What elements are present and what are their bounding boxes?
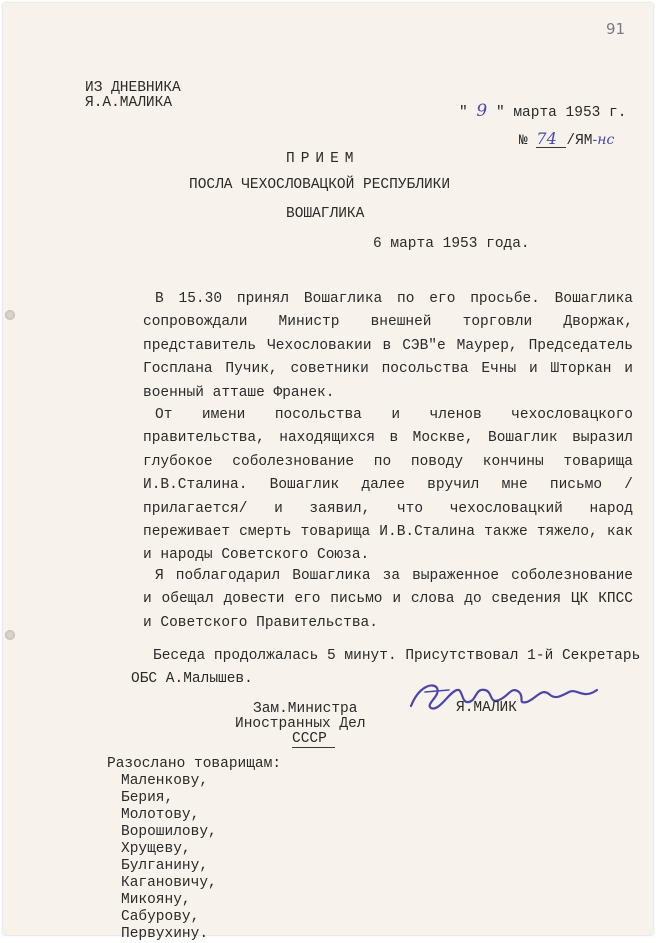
recipient: Молотову, [121, 807, 200, 823]
paragraph-1: В 15.30 принял Вошаглика по его просьбе. Вошаглика сопровождали Министр внешней торговли Дворжак, представитель Чехословакии в СЭВ"е Маурер, Председатель Госплана Пучик, советники посольства Ечны и Шторкан и военный атташе Франек. [143, 291, 633, 401]
recipient: Берия, [121, 790, 174, 806]
recipient: Хрущеву, [121, 841, 191, 857]
registry-suffix-handwritten: -нс [592, 132, 615, 148]
meeting-date: 6 марта 1953 года. [373, 236, 530, 252]
paragraph-4-line1: Беседа продолжалась 5 минут. Присутствовал 1-й Секретарь [153, 648, 641, 664]
paragraph-4-line2: ОБС А.Малышев. [131, 671, 253, 687]
distribution-heading: Разослано товарищам: [107, 756, 282, 772]
title-line3: ВОШАГЛИКА [286, 206, 365, 222]
paragraph-3: Я поблагодарил Вошаглика за выраженное соболезнование и обещал довести его письмо и слова до сведения ЦК КПСС и Советского Правительства. [143, 568, 633, 631]
document-date [459, 103, 626, 121]
punch-hole [5, 310, 15, 320]
title-line1: ПРИЕМ [286, 151, 360, 167]
diary-source-line1: ИЗ ДНЕВНИКА [85, 80, 181, 96]
recipient: Кагановичу, [121, 875, 217, 891]
recipient: Булганину, [121, 858, 209, 874]
signer-position-line1: Зам.Министра [253, 701, 358, 717]
punch-hole [5, 630, 15, 640]
title-line2: ПОСЛА ЧЕХОСЛОВАЦКОЙ РЕСПУБЛИКИ [189, 177, 451, 193]
date-day-handwritten: 9 [476, 101, 488, 121]
diary-source-line2: Я.А.МАЛИКА [85, 95, 173, 111]
paragraph-2: От имени посольства и членов чехословацкого правительства, находящихся в Москве, Вошаглик выразил глубокое соболезнование по поводу кончины товарища И.В.Сталина. Вошаглик далее вручил мне письмо /прилагается/ и заявил, что чехословацкий народ переживает смерть товарища И.В.Сталина также тяжело, как и народы Советского Союза. [143, 407, 633, 564]
recipient: Ворошилову, [121, 824, 217, 840]
date-quote-open: " [459, 105, 468, 121]
date-month-year: марта 1953 г. [513, 105, 627, 121]
registry-number-handwritten: 74 [536, 131, 566, 148]
distribution-list [121, 773, 217, 943]
recipient: Первухину. [121, 926, 209, 942]
registry-number [519, 131, 614, 149]
document-page [3, 3, 653, 942]
recipient: Маленкову, [121, 773, 209, 789]
registry-prefix: № [519, 133, 528, 149]
date-quote-close: " [495, 105, 505, 121]
signer-name: Я.МАЛИК [456, 700, 517, 716]
recipient: Сабурову, [121, 909, 200, 925]
signer-position-line2: Иностранных Дел [235, 716, 366, 732]
registry-suffix-typed: /ЯМ [566, 133, 593, 149]
signer-position-line3: СССР [292, 731, 335, 748]
archive-page-number: 91 [606, 20, 626, 38]
recipient: Микояну, [121, 892, 191, 908]
